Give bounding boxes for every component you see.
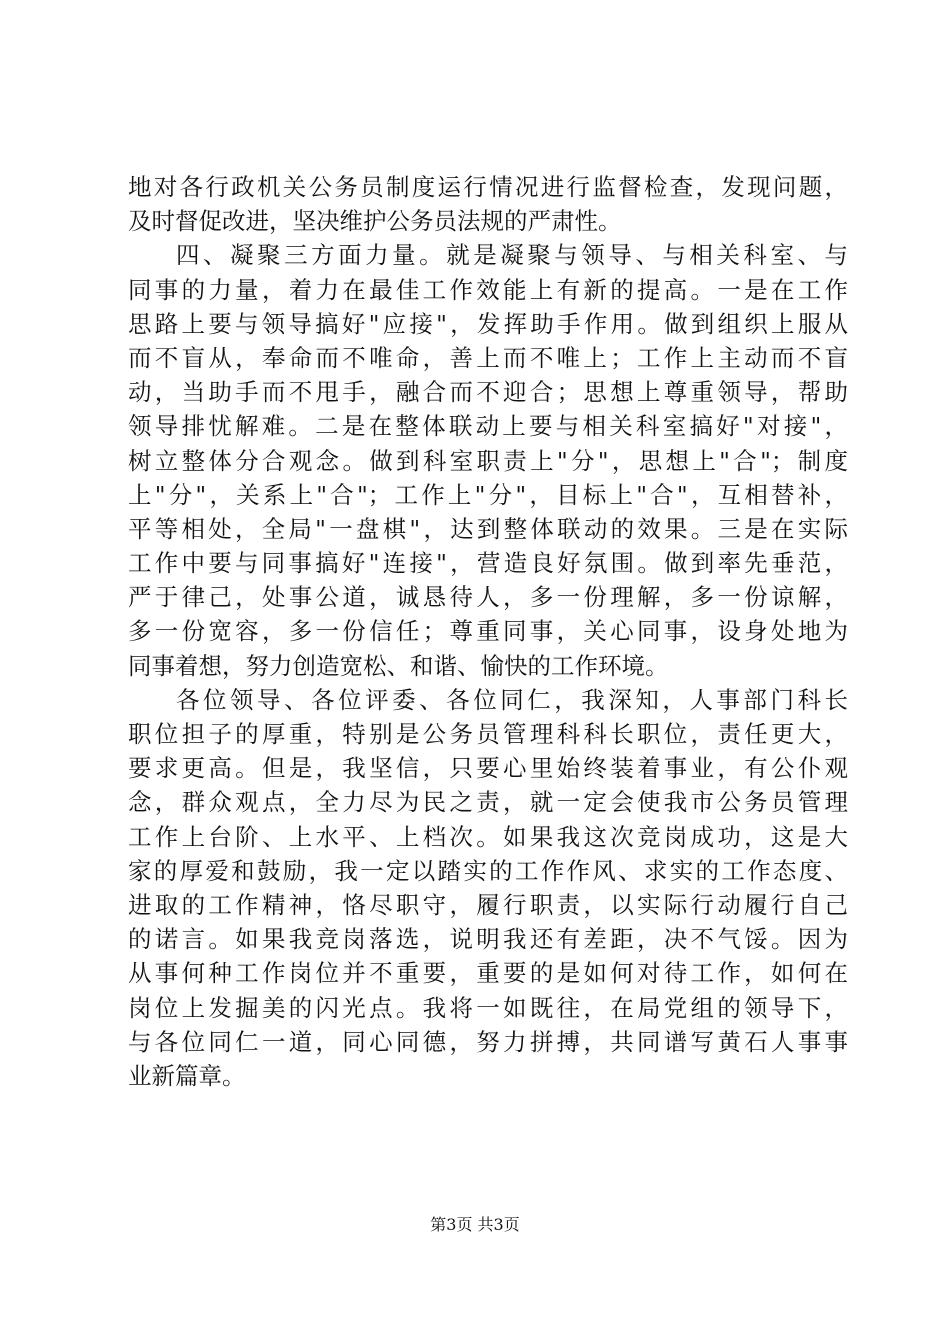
paragraph-start-line: 各位领导、各位评委、各位同仁，我深知，人事部门科长 (176, 685, 848, 714)
text-line: 思路上要与领导搞好"应接"，发挥助手作用。做到组织上服从 (128, 309, 848, 338)
text-line: 平等相处，全局"一盘棋"，达到整体联动的效果。三是在实际 (128, 514, 848, 543)
text-line: 严于律己，处事公道，诚恳待人，多一份理解，多一份谅解， (128, 583, 848, 612)
text-line: 多一份宽容，多一份信任；尊重同事，关心同事，设身处地为 (128, 617, 848, 646)
text-line: 职位担子的厚重，特别是公务员管理科科长职位，责任更大， (128, 720, 848, 748)
text-line: 地对各行政机关公务员制度运行情况进行监督检查，发现问题， (128, 173, 848, 201)
text-line: 家的厚爱和鼓励，我一定以踏实的工作作风、求实的工作态度、 (128, 856, 848, 885)
text-line: 工作上台阶、上水平、上档次。如果我这次竞岗成功，这是大 (128, 822, 848, 851)
body-text (128, 170, 848, 1093)
text-line: 从事何种工作岗位并不重要，重要的是如何对待工作，如何在 (128, 959, 848, 988)
text-line: 动，当助手而不甩手，融合而不迎合；思想上尊重领导，帮助 (128, 378, 848, 407)
page-footer: 第3页 共3页 (430, 1215, 520, 1234)
text-line: 的诺言。如果我竞岗落选，说明我还有差距，决不气馁。因为 (128, 925, 848, 954)
text-line: 树立整体分合观念。做到科室职责上"分"，思想上"合"；制度 (128, 446, 848, 475)
text-line: 工作中要与同事搞好"连接"，营造良好氛围。做到率先垂范， (128, 549, 848, 578)
text-line: 业新篇章。 (128, 1061, 246, 1090)
text-line: 与各位同仁一道，同心同德，努力拼搏，共同谱写黄石人事事 (128, 1027, 848, 1056)
text-line: 念，群众观点，全力尽为民之责，就一定会使我市公务员管理 (128, 788, 848, 817)
text-line: 上"分"，关系上"合"；工作上"分"，目标上"合"，互相替补， (128, 480, 848, 509)
text-line: 岗位上发掘美的闪光点。我将一如既往，在局党组的领导下， (128, 993, 848, 1022)
text-line: 及时督促改进，坚决维护公务员法规的严肃性。 (128, 207, 622, 236)
text-line: 同事着想，努力创造宽松、和谐、愉快的工作环境。 (128, 651, 669, 680)
paragraph-start-line: 四、凝聚三方面力量。就是凝聚与领导、与相关科室、与 (176, 241, 848, 270)
text-line: 进取的工作精神，恪尽职守，履行职责，以实际行动履行自己 (128, 890, 848, 919)
text-line: 要求更高。但是，我坚信，只要心里始终装着事业，有公仆观 (128, 754, 848, 783)
text-line: 同事的力量，着力在最佳工作效能上有新的提高。一是在工作 (128, 275, 848, 304)
text-line: 领导排忧解难。二是在整体联动上要与相关科室搞好"对接"， (128, 412, 848, 441)
text-line: 而不盲从，奉命而不唯命，善上而不唯上；工作上主动而不盲 (128, 343, 848, 372)
